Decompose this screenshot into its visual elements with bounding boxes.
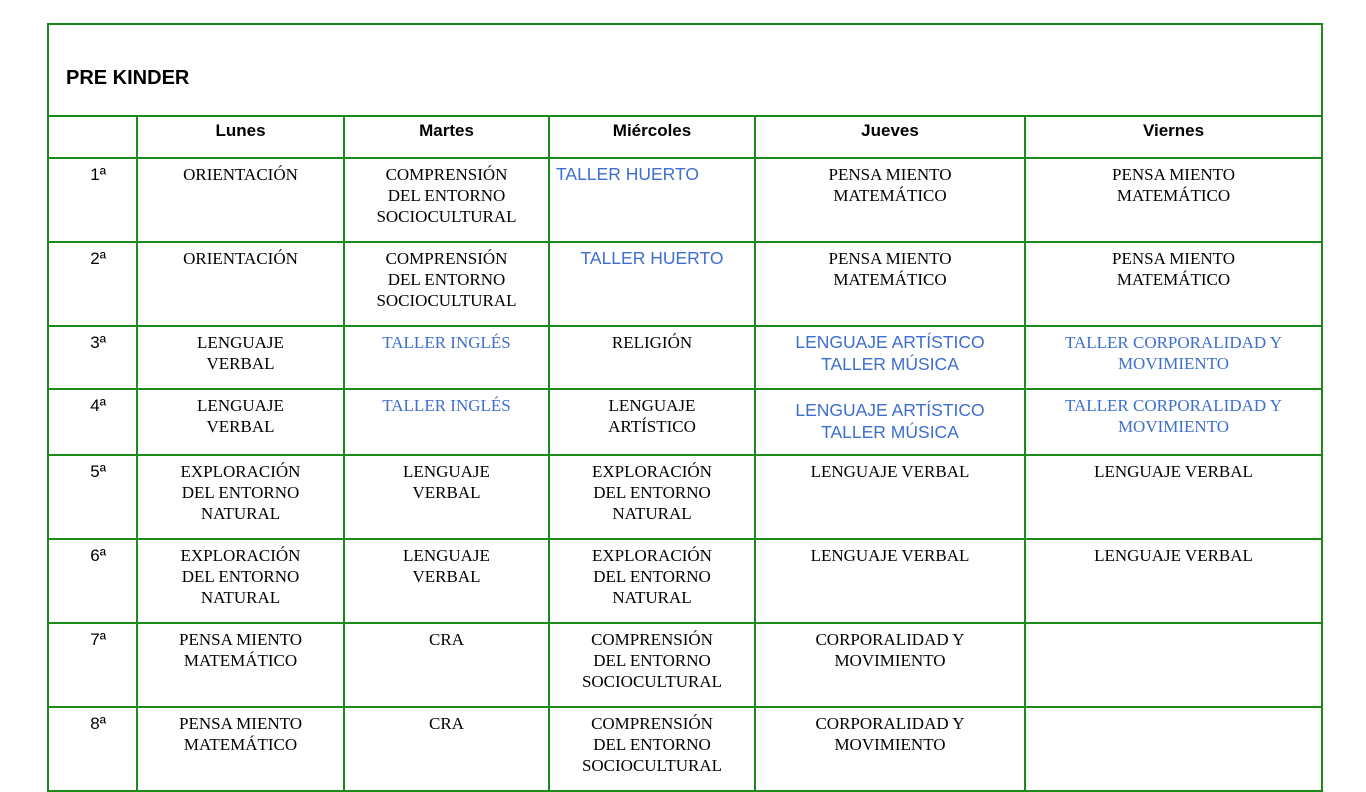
- schedule-cell: [137, 242, 344, 326]
- cell-text: LENGUAJE ARTÍSTICO TALLER MÚSICA: [795, 400, 985, 442]
- table-row: [48, 158, 1322, 242]
- cell-text: PENSA MIENTO MATEMÁTICO: [179, 714, 302, 754]
- cell-text: EXPLORACIÓN DEL ENTORNO NATURAL: [180, 546, 301, 607]
- schedule-cell: [344, 158, 549, 242]
- period-label: 3ª: [48, 326, 137, 389]
- cell-text: EXPLORACIÓN DEL ENTORNO NATURAL: [180, 462, 301, 523]
- schedule-cell: [344, 242, 549, 326]
- cell-text: LENGUAJE VERBAL: [1094, 546, 1253, 565]
- cell-text: PENSA MIENTO MATEMÁTICO: [828, 165, 952, 205]
- cell-text: PENSA MIENTO MATEMÁTICO: [1112, 165, 1235, 205]
- schedule-cell: [137, 389, 344, 455]
- period-label: 7ª: [48, 623, 137, 707]
- schedule-cell: [755, 389, 1025, 455]
- schedule-cell: [755, 158, 1025, 242]
- table-row: [48, 707, 1322, 791]
- cell-text: COMPRENSIÓN DEL ENTORNO SOCIOCULTURAL: [376, 249, 517, 310]
- cell-text: TALLER INGLÉS: [382, 333, 511, 352]
- cell-text: TALLER INGLÉS: [382, 396, 511, 415]
- schedule-cell: [1025, 707, 1322, 791]
- table-row: [48, 455, 1322, 539]
- schedule-cell: [1025, 539, 1322, 623]
- cell-text: ORIENTACIÓN: [183, 165, 298, 184]
- period-label: 1ª: [48, 158, 137, 242]
- schedule-cell: [755, 242, 1025, 326]
- cell-text: CRA: [429, 714, 464, 733]
- period-label: 4ª: [48, 389, 137, 455]
- schedule-cell: [1025, 389, 1322, 455]
- header-day-lunes: Lunes: [137, 116, 344, 158]
- cell-text: PENSA MIENTO MATEMÁTICO: [179, 630, 302, 670]
- cell-text: LENGUAJE ARTÍSTICO: [608, 396, 696, 436]
- period-label: 2ª: [48, 242, 137, 326]
- schedule-cell: [137, 158, 344, 242]
- cell-text: COMPRENSIÓN DEL ENTORNO SOCIOCULTURAL: [376, 165, 517, 226]
- schedule-cell: [549, 539, 755, 623]
- cell-text: LENGUAJE VERBAL: [1094, 462, 1253, 481]
- cell-text: ORIENTACIÓN: [183, 249, 298, 268]
- cell-text: TALLER CORPORALIDAD Y MOVIMIENTO: [1064, 396, 1283, 436]
- schedule-cell: [549, 389, 755, 455]
- table-row: [48, 539, 1322, 623]
- schedule-cell: [549, 623, 755, 707]
- page-title: PRE KINDER: [66, 67, 190, 89]
- cell-text: COMPRENSIÓN DEL ENTORNO SOCIOCULTURAL: [581, 714, 723, 775]
- cell-text: LENGUAJE VERBAL: [810, 462, 970, 481]
- header-corner-cell: [48, 116, 137, 158]
- schedule-cell: [549, 707, 755, 791]
- schedule-cell: [755, 623, 1025, 707]
- schedule-cell: [137, 539, 344, 623]
- schedule-cell: [549, 326, 755, 389]
- header-row: [48, 116, 1322, 158]
- schedule-cell: [755, 455, 1025, 539]
- schedule-cell: [137, 707, 344, 791]
- cell-text: TALLER HUERTO: [580, 248, 724, 268]
- table-row: [48, 242, 1322, 326]
- schedule-cell: [344, 455, 549, 539]
- cell-text: TALLER CORPORALIDAD Y MOVIMIENTO: [1064, 333, 1283, 373]
- header-day-miercoles: Miércoles: [549, 116, 755, 158]
- cell-text: LENGUAJE VERBAL: [403, 546, 490, 586]
- cell-text: LENGUAJE VERBAL: [810, 546, 970, 565]
- cell-text: CORPORALIDAD Y MOVIMIENTO: [815, 630, 965, 670]
- table-row: [48, 389, 1322, 455]
- table-row: [48, 326, 1322, 389]
- schedule-cell: [755, 326, 1025, 389]
- cell-text: LENGUAJE VERBAL: [197, 396, 284, 436]
- schedule-cell: [1025, 623, 1322, 707]
- schedule-cell: [344, 539, 549, 623]
- cell-text: LENGUAJE VERBAL: [197, 333, 284, 373]
- schedule-cell: [549, 242, 755, 326]
- period-label: 6ª: [48, 539, 137, 623]
- header-day-viernes: Viernes: [1025, 116, 1322, 158]
- schedule-cell: [1025, 242, 1322, 326]
- cell-text: TALLER HUERTO: [556, 164, 699, 184]
- cell-text: PENSA MIENTO MATEMÁTICO: [828, 249, 952, 289]
- schedule-cell: [549, 158, 755, 242]
- cell-text: EXPLORACIÓN DEL ENTORNO NATURAL: [592, 462, 712, 523]
- schedule-cell: [344, 707, 549, 791]
- schedule-cell: [344, 326, 549, 389]
- schedule-cell: [755, 707, 1025, 791]
- schedule-table: [47, 23, 1323, 792]
- schedule-cell: [549, 455, 755, 539]
- schedule-cell: [755, 539, 1025, 623]
- schedule-cell: [137, 623, 344, 707]
- cell-text: PENSA MIENTO MATEMÁTICO: [1112, 249, 1235, 289]
- period-label: 8ª: [48, 707, 137, 791]
- schedule-cell: [137, 455, 344, 539]
- schedule-cell: [1025, 326, 1322, 389]
- cell-text: RELIGIÓN: [611, 333, 693, 352]
- period-label: 5ª: [48, 455, 137, 539]
- table-row: [48, 623, 1322, 707]
- cell-text: LENGUAJE VERBAL: [403, 462, 490, 502]
- schedule-cell: [344, 623, 549, 707]
- header-day-jueves: Jueves: [755, 116, 1025, 158]
- cell-text: CRA: [429, 630, 464, 649]
- schedule-cell: [137, 326, 344, 389]
- cell-text: CORPORALIDAD Y MOVIMIENTO: [815, 714, 965, 754]
- header-day-martes: Martes: [344, 116, 549, 158]
- schedule-cell: [344, 389, 549, 455]
- schedule-cell: [1025, 455, 1322, 539]
- cell-text: EXPLORACIÓN DEL ENTORNO NATURAL: [592, 546, 712, 607]
- cell-text: COMPRENSIÓN DEL ENTORNO SOCIOCULTURAL: [581, 630, 723, 691]
- cell-text: LENGUAJE ARTÍSTICO TALLER MÚSICA: [795, 332, 985, 374]
- schedule-cell: [1025, 158, 1322, 242]
- title-cell: [48, 24, 1322, 116]
